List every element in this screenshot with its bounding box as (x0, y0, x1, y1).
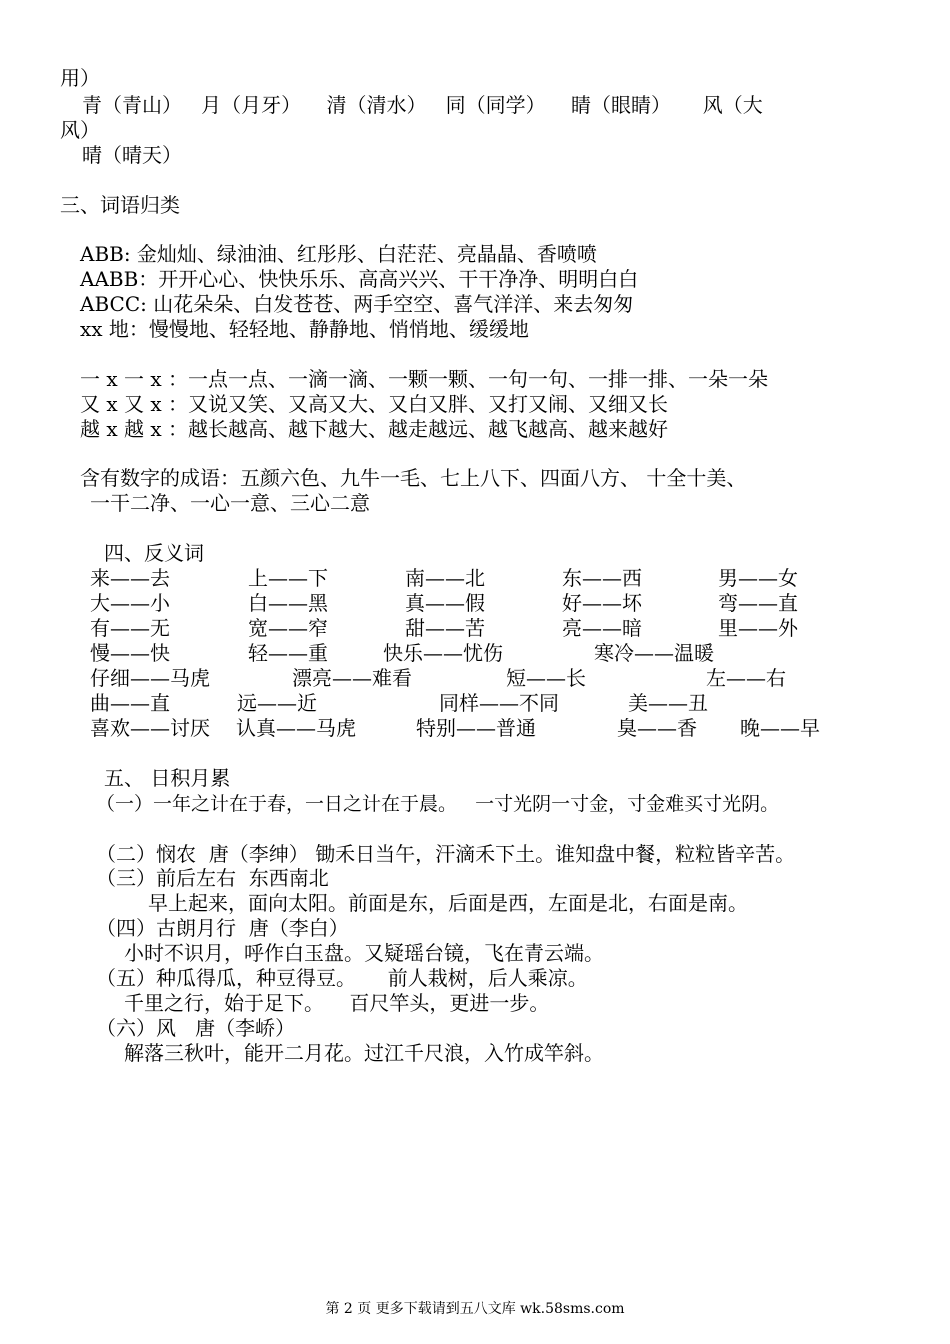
antonym-pair: 短——长 (506, 666, 586, 690)
text-line: 又 x 又 x ：又说又笑、又高又大、又白又胖、又打又闹、又细又长 (80, 392, 668, 416)
text-line: 用） (60, 66, 100, 90)
text-line: 青（青山） 月（月牙） 清（清水） 同（同学） 睛（眼睛） 风（大 (82, 93, 763, 117)
text-line: （四）古朗月行 唐（李白） (96, 916, 349, 940)
antonym-pair: 晚——早 (740, 716, 820, 740)
antonym-pair: 轻——重 (248, 641, 328, 665)
text-line: （三）前后左右 东西南北 (96, 866, 329, 890)
text-line: ABCC: 山花朵朵、白发苍苍、两手空空、喜气洋洋、来去匆匆 (80, 292, 634, 316)
antonym-pair: 左——右 (706, 666, 786, 690)
antonym-pair: 来——去 (90, 566, 170, 590)
text-line: xx 地：慢慢地、轻轻地、静静地、悄悄地、缓缓地 (80, 317, 529, 341)
section-title: 五、 日积月累 (104, 766, 231, 790)
antonym-pair: 好——坏 (562, 591, 642, 615)
text-line: 一 x 一 x ：一点一点、一滴一滴、一颗一颗、一句一句、一排一排、一朵一朵 (80, 367, 768, 391)
text-line: ABB: 金灿灿、绿油油、红彤彤、白茫茫、亮晶晶、香喷喷 (80, 242, 597, 266)
antonym-pair: 喜欢——讨厌 (90, 716, 210, 740)
text-line: 风） (60, 118, 100, 142)
text-line: 晴（晴天） (82, 143, 182, 167)
antonym-pair: 快乐——忧伤 (383, 641, 503, 665)
antonym-pair: 美——丑 (628, 691, 708, 715)
antonym-pair: 臭——香 (617, 716, 697, 740)
antonym-pair: 认真——马虎 (236, 716, 356, 740)
antonym-pair: 寒冷——温暖 (594, 641, 714, 665)
text-line: 越 x 越 x ：越长越高、越下越大、越走越远、越飞越高、越来越好 (80, 417, 668, 441)
antonym-pair: 有——无 (90, 616, 170, 640)
text-line: AABB：开开心心、快快乐乐、高高兴兴、干干净净、明明白白 (80, 267, 639, 291)
text-line: 一干二净、一心一意、三心二意 (90, 491, 370, 515)
antonym-pair: 南——北 (405, 566, 485, 590)
text-line: （六）风 唐（李峤） (96, 1016, 296, 1040)
antonym-pair: 亮——暗 (562, 616, 642, 640)
antonym-pair: 仔细——马虎 (90, 666, 210, 690)
antonym-pair: 同样——不同 (439, 691, 559, 715)
text-line: （一）一年之计在于春，一日之计在于晨。 一寸光阴一寸金，寸金难买寸光阴。 (96, 793, 780, 815)
antonym-pair: 里——外 (718, 616, 798, 640)
antonym-pair: 远——近 (237, 691, 317, 715)
text-line: 解落三秋叶，能开二月花。过江千尺浪，入竹成竿斜。 (124, 1041, 604, 1065)
text-line: （五）种瓜得瓜，种豆得豆。 前人栽树，后人乘凉。 (96, 966, 588, 990)
text-line: 千里之行，始于足下。 百尺竿头，更进一步。 (124, 991, 550, 1015)
text-line: 含有数字的成语：五颜六色、九牛一毛、七上八下、四面八方、 十全十美、 (80, 466, 747, 490)
antonym-pair: 慢——快 (90, 641, 170, 665)
section-title: 四、反义词 (104, 541, 204, 565)
antonym-pair: 特别——普通 (416, 716, 536, 740)
antonym-pair: 上——下 (248, 566, 328, 590)
antonym-pair: 曲——直 (90, 691, 170, 715)
text-line: 小时不识月，呼作白玉盘。又疑瑶台镜，飞在青云端。 (124, 941, 604, 965)
antonym-pair: 东——西 (562, 566, 642, 590)
text-line: （二）悯农 唐（李绅） 锄禾日当午，汗滴禾下土。谁知盘中餐，粒粒皆辛苦。 (96, 842, 796, 866)
section-title: 三、词语归类 (60, 193, 180, 217)
antonym-pair: 白——黑 (248, 591, 328, 615)
antonym-pair: 甜——苦 (405, 616, 485, 640)
antonym-pair: 宽——窄 (248, 616, 328, 640)
text-line: 早上起来，面向太阳。前面是东，后面是西，左面是北，右面是南。 (148, 891, 748, 915)
antonym-pair: 大——小 (90, 591, 170, 615)
antonym-pair: 漂亮——难看 (292, 666, 412, 690)
antonym-pair: 男——女 (718, 566, 798, 590)
antonym-pair: 弯——直 (718, 591, 798, 615)
page-footer: 第 2 页 更多下载请到五八文库 wk.58sms.com (325, 1301, 625, 1317)
antonym-pair: 真——假 (405, 591, 485, 615)
